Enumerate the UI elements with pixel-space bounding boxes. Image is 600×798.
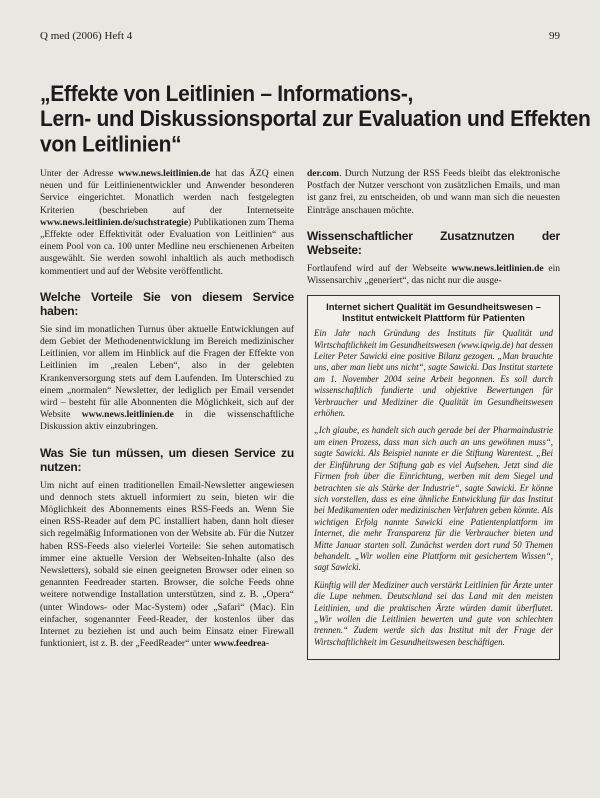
right-column — [307, 168, 560, 660]
section-heading-zusatznutzen: Wissenschaftlicher Zusatznutzen der Webseite: — [307, 228, 560, 257]
link-news-leitlinien: www.news.leitlinien.de — [451, 263, 544, 274]
intro-paragraph: Unter der Adresse www.news.leitlinien.de hat das ÄZQ einen neuen und für Leitlinienentwickler und Anwender besonderen Service eingerichtet. Monatlich werden nach festgelegten Kriterien (beschrieben auf der Internetseite www.news.leitlinien.de/suchstrategie) Publikationen zum Thema „Effekte oder Effektivität oder Evaluation von Leitlinien“ aus einem Pool von ca. 100 unter Medline neu erschienenen Arbeiten ausgewählt. Sie werden sowohl inhaltlich als auch methodisch kommentiert und auf der Website veröffentlicht. — [40, 169, 294, 277]
link-news-leitlinien: www.news.leitlinien.de — [118, 169, 211, 179]
title-line: Lern- und Diskussionsportal zur Evaluation und Effekten — [40, 107, 591, 132]
info-box — [307, 295, 560, 660]
title-line: von Leitlinien“ — [40, 132, 182, 157]
title-line: „Effekte von Leitlinien – Informations-, — [40, 82, 414, 107]
link-feedreader: www.feedrea- — [213, 639, 270, 650]
nutzen-paragraph-continued: der.com. Durch Nutzung der RSS Feeds bleibt das elektronische Postfach der Nutzer verschont von zusätzlichen Emails, und man ist ganz frei, zu entscheiden, ob und wann man sich die neuesten Einträge anschauen möchte. — [307, 169, 560, 216]
nutzen-paragraph: Um nicht auf einen traditionellen Email-Newsletter angewiesen und dennoch stets aktuell informiert zu sein, bieten wir die Möglichkeit des Abonnements eines RSS-Feeds an. Wenn Sie einen RSS-Reader auf dem PC installiert haben, dann holt dieser sich regelmäßig Informationen von der Website ab. Für die Nutzer haben RSS-Feeds also vielerlei Vorteile: Sie sehen automatisch immer eine aktuelle Version der Webseiten-Inhalte (also des Newsletters), sobald sie einen geeigneten Browser oder einen so genannten Feedreader starten. Browser, die solche Feeds ohne weitere notwendige Installation unterstützen, sind z. B. „Opera“ (unter Windows- oder Mac-System) oder „Safari“ (Mac). Ein einfacher, sogenannter Feed-Reader, der kostenlos über das Internet zu beziehen ist und auch beim Einsatz einer Firewall funktioniert, ist z. B. der „FeedReader“ unter www.feedrea- — [40, 480, 294, 650]
info-box-paragraph: Ein Jahr nach Gründung des Instituts für Qualität und Wirtschaftlichkeit im Gesundheitswesen (www.iqwig.de) hat dessen Leiter Peter Sawicki eine positive Bilanz gezogen. „Man brauchte uns, aber man liebt uns nicht“, sagte Sawicki. Das Institut startete am 1. November 2004 seine Arbeit begonnen. Es soll durch wissenschaftlich fundierte und objektive Bewertungen für Verbraucher und Mediziner die Qualität im Gesundheitswesen erhöhen. — [314, 328, 553, 419]
link-news-leitlinien: www.news.leitlinien.de — [81, 410, 174, 421]
section-heading-nutzen: Was Sie tun müssen, um diesen Service zu nutzen: — [40, 445, 294, 474]
info-box-title: Internet sichert Qualität im Gesundheitswesen – Institut entwickelt Plattform für Patienten — [326, 301, 541, 324]
info-box-paragraph: „Ich glaube, es handelt sich auch gerade bei der Pharmaindustrie um einen Prozess, dass man sich auch an uns gewöhnen muss“, sagte Sawicki. Als Beispiel nannte er die Stiftung Warentest. „Bei der Einführung der Stiftung gab es viel Aufsehen. Jetzt sind die Firmen froh über die Einrichtung, werben mit dem Siegel und betrachten sie als Stärke der Industrie“, sagte Sawicki. Er könne sich vorstellen, dass es eine ähnliche Entwicklung für das Institut bei Medikamenten oder medizinischen Verfahren geben könnte. Als wichtigen Erfolg nannte Sawicki eine Patientenplattform im Internet, die mehr Transparenz für die Verbraucher bieten und Mitte Januar starten soll. Zunächst werden dort rund 50 Themen behandelt. „Wir wollen eine Plattform mit gesichertem Wissen“, sagt Sawicki. — [314, 425, 553, 573]
page-number: 99 — [549, 30, 560, 42]
link-feedreader-continued: der.com — [307, 169, 340, 179]
section-heading-vorteile: Welche Vorteile Sie von diesem Service haben: — [40, 289, 294, 318]
journal-citation: Q med (2006) Heft 4 — [40, 30, 133, 42]
link-suchstrategie: www.news.leitlinien.de/suchstrategie — [40, 217, 189, 228]
info-box-paragraph: Künftig will der Mediziner auch verstärkt Leitlinien für Ärzte unter die Lupe nehmen. Deutschland sei das Land mit den meisten Leitlinien, und die praktischen Ärzte würden damit überflutet. „Wir wollen die Leitlinien bewerten und gute von schlechten trennen.“ Zudem werde sich das Institut mit der Frage der Wirtschaftlichkeit im Gesundheitswesen beschäftigen. — [314, 579, 553, 647]
left-column — [40, 168, 294, 659]
article-title — [40, 82, 591, 158]
vorteile-paragraph: Sie sind im monatlichen Turnus über aktuelle Entwicklungen auf dem Gebiet der Methodenentwicklung im Bereich medizinischer Leitlinien, vor allem im Hinblick auf die Fragen der Effekte von Leitlinien im „realen Leben“, also in der gelebten Krankenversorgung stets auf dem Laufenden. Im Unterschied zu einem „normalen“ Newsletter, der lediglich per Email versendet wird – besteht für alle Abonnenten die Möglichkeit, sich auf der Website www.news.leitlinien.de in die wissenschaftliche Diskussion aktiv einzubringen. — [40, 324, 294, 433]
zusatznutzen-paragraph: Fortlaufend wird auf der Webseite www.news.leitlinien.de ein Wissensarchiv „generiert“, das nicht nur die ausge- — [307, 263, 560, 287]
